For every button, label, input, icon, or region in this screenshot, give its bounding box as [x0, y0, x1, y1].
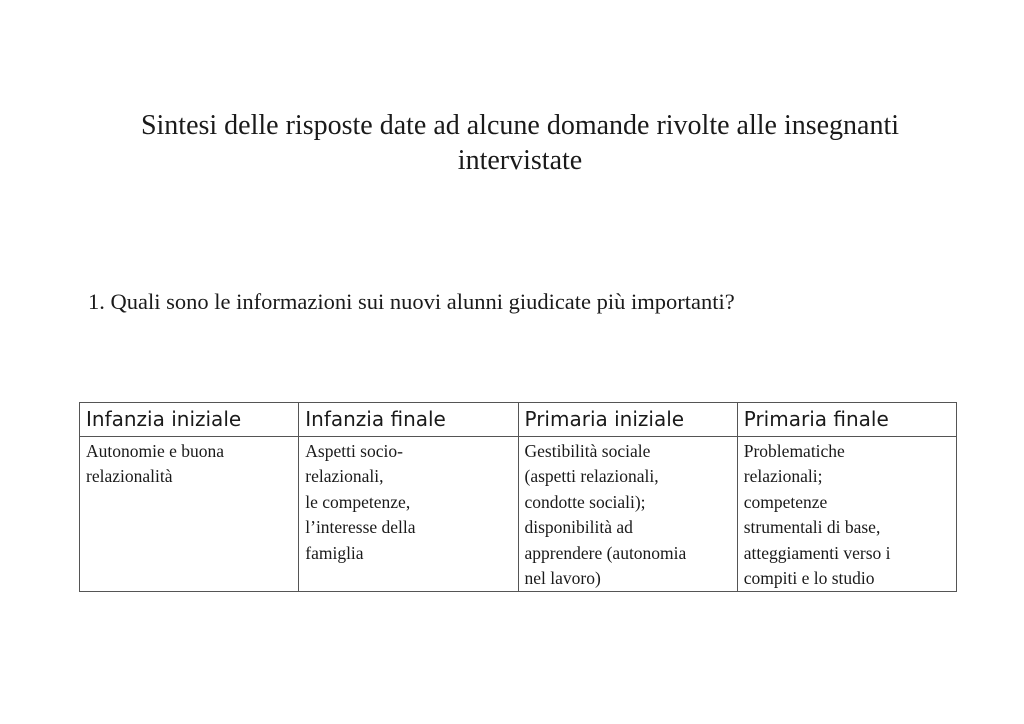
cell-line: apprendere (autonomia [524, 542, 687, 563]
cell-line: famiglia [305, 542, 364, 563]
title-line-2: intervistate [457, 145, 583, 176]
cell-line: strumentali di base, [743, 517, 881, 538]
cell-line: condotte sociali); [524, 491, 646, 512]
cell-line: Aspetti socio- [305, 441, 403, 461]
cell-line: relazionali; [743, 466, 823, 487]
cell-line: le competenze, [305, 491, 411, 512]
cell-line: disponibilità ad [524, 517, 633, 538]
responses-table [79, 402, 957, 592]
cell-line: relazionalità [86, 466, 173, 487]
question-text: 1. Quali sono le informazioni sui nuovi alunni giudicate più importanti? [88, 289, 735, 314]
cell-line: Autonomie e buona [86, 441, 225, 461]
cell-primaria-iniziale [518, 437, 737, 592]
cell-line: nel lavoro) [524, 568, 601, 589]
header-infanzia-finale: Infanzia finale [299, 403, 518, 437]
table-header-row [80, 403, 957, 437]
page-title [70, 108, 970, 178]
cell-line: l’interesse della [305, 517, 416, 538]
cell-line: Gestibilità sociale [524, 441, 651, 461]
cell-infanzia-finale [299, 437, 518, 592]
cell-primaria-finale [737, 437, 956, 592]
cell-infanzia-iniziale [80, 437, 299, 592]
header-primaria-iniziale: Primaria iniziale [518, 403, 737, 437]
cell-line: Problematiche [743, 441, 845, 461]
cell-line: relazionali, [305, 466, 384, 487]
header-primaria-finale: Primaria finale [737, 403, 956, 437]
header-infanzia-iniziale: Infanzia iniziale [80, 403, 299, 437]
title-line-1: Sintesi delle risposte date ad alcune domande rivolte alle insegnanti [140, 110, 900, 141]
cell-line: atteggiamenti verso i [743, 542, 891, 563]
cell-line: competenze [743, 491, 828, 512]
table-row [80, 437, 957, 592]
cell-line: (aspetti relazionali, [524, 466, 659, 487]
cell-line: compiti e lo studio [743, 568, 875, 589]
